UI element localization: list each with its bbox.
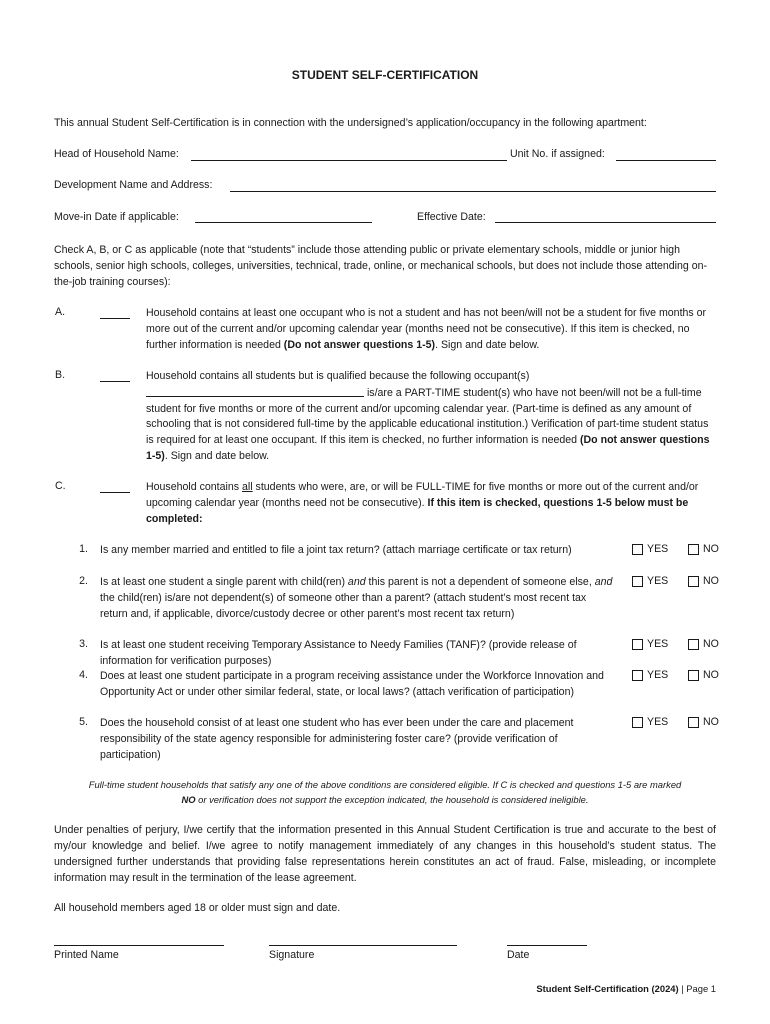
question-2-yes[interactable]: YES	[632, 575, 668, 587]
signature-field[interactable]	[269, 945, 457, 946]
development-field[interactable]	[230, 191, 716, 192]
unit-no-label: Unit No. if assigned:	[510, 148, 605, 160]
question-1-yes[interactable]: YES	[632, 543, 668, 555]
checkbox-icon	[632, 576, 643, 587]
move-in-field[interactable]	[195, 222, 372, 223]
question-1-number: 1.	[79, 543, 88, 555]
head-of-household-label: Head of Household Name:	[54, 148, 179, 160]
page-footer: Student Self-Certification (2024) | Page 1	[536, 983, 716, 994]
option-b-checkbox[interactable]	[100, 369, 130, 382]
eligibility-note: Full-time student households that satisfy any one of the above conditions are considered eligible. If C is checked and questions 1-5 are marked NO or verification does not support the exception indicated, the household is considered ineligible.	[88, 779, 682, 805]
checkbox-icon	[632, 670, 643, 681]
question-5-text: Does the household consist of at least one student who has ever been under the care and placement responsibility of the state agency responsible for administering foster care? (provide verification of participation)	[100, 717, 574, 761]
question-5-yes[interactable]: YES	[632, 716, 668, 728]
checkbox-icon	[688, 670, 699, 681]
date-label: Date	[507, 949, 530, 961]
question-4-no[interactable]: NO	[688, 669, 719, 681]
checkbox-icon	[632, 639, 643, 650]
development-label: Development Name and Address:	[54, 179, 213, 191]
signature-label: Signature	[269, 949, 315, 961]
printed-name-field[interactable]	[54, 945, 224, 946]
effective-date-field[interactable]	[495, 222, 716, 223]
head-of-household-field[interactable]	[191, 160, 507, 161]
option-b-occupant-field[interactable]	[146, 385, 364, 397]
sign-instruction: All household members aged 18 or older must sign and date.	[54, 902, 341, 914]
question-3-number: 3.	[79, 638, 88, 650]
question-3-text: Is at least one student receiving Temporary Assistance to Needy Families (TANF)? (provide release of information for verification purposes)	[100, 639, 577, 667]
option-a-text: Household contains at least one occupant who is not a student and has not been/will not be a student for five months or more out of the current and/or upcoming calendar year (months need not be consecutive). If this item is checked, no further information is needed (Do not answer questions 1-5). Sign and date below.	[146, 307, 707, 351]
checkbox-icon	[632, 717, 643, 728]
option-a-letter: A.	[55, 306, 66, 318]
checkbox-icon	[688, 717, 699, 728]
question-2-no[interactable]: NO	[688, 575, 719, 587]
move-in-label: Move-in Date if applicable:	[54, 211, 179, 223]
checkbox-icon	[688, 639, 699, 650]
question-1-text: Is any member married and entitled to file a joint tax return? (attach marriage certificate or tax return)	[100, 544, 572, 556]
checkbox-icon	[688, 544, 699, 555]
instructions-text: Check A, B, or C as applicable (note that “students” include those attending public or private elementary schools, middle or junior high schools, senior high schools, colleges, universities, technical, trade, online, or mechanical schools, but does not include those attending on-the-job training courses):	[54, 244, 708, 288]
option-b-text: Household contains all students but is qualified because the following occupant(s) is/are a PART-TIME student(s) who have not been/will not be a full-time student for five months or more of the current and/or upcoming calendar year. (Part-time is defined as any amount of schooling that is not considered full-time by the applicable educational institution.) Verification of part-time student status is required for at least one occupant. If this item is checked, no further information is needed (Do not answer questions 1-5). Sign and date below.	[146, 370, 710, 462]
intro-text: This annual Student Self-Certification is in connection with the undersigned’s application/occupancy in the following apartment:	[54, 117, 647, 129]
option-c-checkbox[interactable]	[100, 480, 130, 493]
unit-no-field[interactable]	[616, 160, 716, 161]
checkbox-icon	[632, 544, 643, 555]
option-b-letter: B.	[55, 369, 66, 381]
option-c-letter: C.	[55, 480, 66, 492]
certification-text: Under penalties of perjury, I/we certify that the information presented in this Annual Student Certification is true and accurate to the best of my/our knowledge and belief. I/we agree to notify management immediately of any changes in this household’s student status. The undersigned further understands that providing false representations herein constitutes an act of fraud. False, misleading, or incomplete information may result in the termination of the lease agreement.	[54, 824, 716, 884]
option-a-checkbox[interactable]	[100, 306, 130, 319]
question-2-number: 2.	[79, 575, 88, 587]
question-4-number: 4.	[79, 669, 88, 681]
date-field[interactable]	[507, 945, 587, 946]
question-5-number: 5.	[79, 716, 88, 728]
question-4-text: Does at least one student participate in a program receiving assistance under the Workforce Innovation and Opportunity Act or under other similar federal, state, or local laws? (attach verification of participation)	[100, 670, 604, 698]
question-3-no[interactable]: NO	[688, 638, 719, 650]
option-c-text: Household contains all students who were, are, or will be FULL-TIME for five months or more out of the current and/or upcoming calendar year (months need not be consecutive). If this item is checked, questions 1-5 below must be completed:	[146, 481, 699, 525]
question-1-no[interactable]: NO	[688, 543, 719, 555]
effective-date-label: Effective Date:	[417, 211, 486, 223]
question-4-yes[interactable]: YES	[632, 669, 668, 681]
question-2-text: Is at least one student a single parent with child(ren) and this parent is not a dependent of someone else, and the child(ren) is/are not dependent(s) of someone other than a parent? (attach student’s most recent tax return and, if applicable, divorce/custody decree or other parent’s most recent tax return)	[100, 576, 613, 620]
checkbox-icon	[688, 576, 699, 587]
question-3-yes[interactable]: YES	[632, 638, 668, 650]
printed-name-label: Printed Name	[54, 949, 119, 961]
question-5-no[interactable]: NO	[688, 716, 719, 728]
document-title: STUDENT SELF-CERTIFICATION	[291, 68, 479, 82]
